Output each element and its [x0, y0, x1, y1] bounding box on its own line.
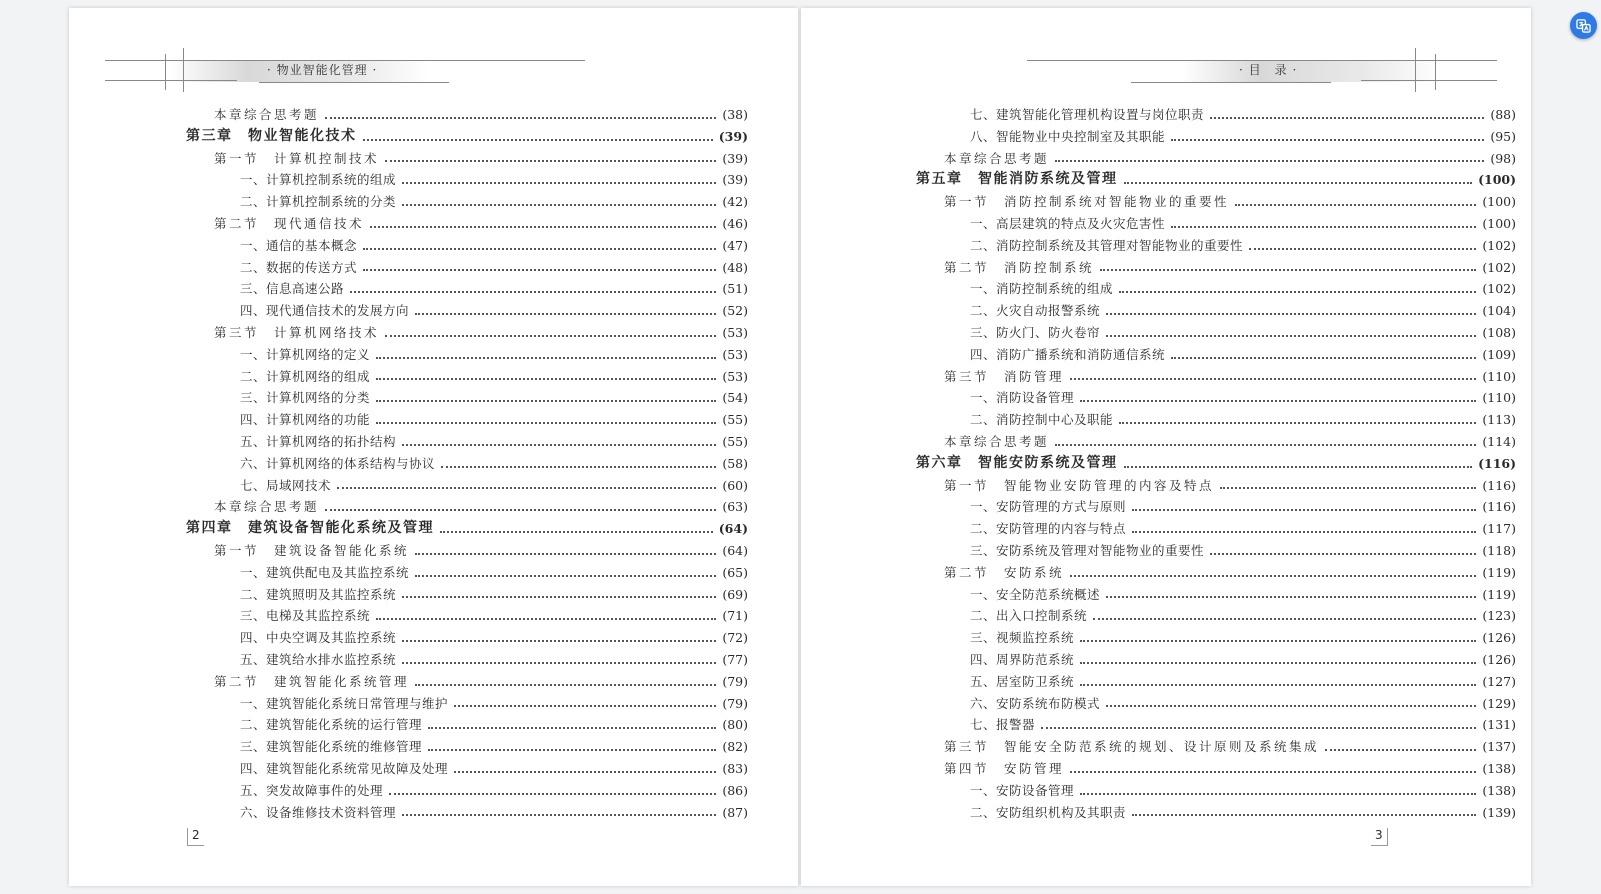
- toc-page: (83): [722, 760, 748, 776]
- toc-page: (100): [1478, 172, 1516, 188]
- toc-page: (39): [722, 150, 748, 166]
- toc-item: [916, 802, 1516, 824]
- dot-leader: [1124, 182, 1473, 184]
- dot-leader: [1106, 705, 1476, 707]
- toc-page: (86): [722, 782, 748, 798]
- toc-item: [186, 780, 748, 802]
- toc-page: (47): [722, 237, 748, 253]
- dot-leader: [441, 466, 716, 468]
- dot-leader: [402, 662, 716, 664]
- dot-leader: [1171, 139, 1484, 141]
- toc-page: (58): [722, 455, 748, 471]
- toc-page: (123): [1482, 608, 1516, 624]
- toc-page: (138): [1482, 760, 1516, 776]
- toc-item: [916, 496, 1516, 518]
- toc-title: 第二节 建筑智能化系统管理: [214, 673, 410, 689]
- toc-title: 四、计算机网络的功能: [240, 412, 371, 428]
- toc-page: (64): [718, 521, 748, 537]
- dot-leader: [1210, 553, 1476, 555]
- toc-item: [916, 387, 1516, 409]
- dot-leader: [402, 182, 716, 184]
- toc-page: (79): [722, 673, 748, 689]
- dot-leader: [1080, 662, 1476, 664]
- toc-title: 六、设备维修技术资料管理: [240, 804, 397, 820]
- toc-page: (64): [722, 542, 748, 558]
- dot-leader: [402, 204, 716, 206]
- toc-page: (71): [722, 608, 748, 624]
- toc-page: (55): [722, 412, 748, 428]
- toc-page: (100): [1482, 194, 1516, 210]
- dot-leader: [376, 400, 716, 402]
- toc-page: (80): [722, 717, 748, 733]
- toc-section: [186, 104, 748, 126]
- toc-item: [916, 126, 1516, 148]
- toc-title: 二、出入口控制系统: [970, 608, 1088, 624]
- dot-leader: [1055, 160, 1484, 162]
- toc-item: [916, 671, 1516, 693]
- toc-page: (87): [722, 804, 748, 820]
- toc-title: 二、建筑照明及其监控系统: [240, 586, 397, 602]
- toc-title: 第一节 计算机控制技术: [214, 150, 380, 166]
- toc-page: (104): [1482, 303, 1516, 319]
- toc-title: 第三节 计算机网络技术: [214, 324, 380, 340]
- toc-item: [186, 475, 748, 497]
- dot-leader: [1080, 640, 1476, 642]
- dot-leader: [385, 335, 716, 337]
- toc-item: [186, 714, 748, 736]
- toc-page: (100): [1482, 215, 1516, 231]
- toc-section: [916, 758, 1516, 780]
- toc-title: 五、突发故障事件的处理: [240, 782, 384, 798]
- toc-title: 第二节 消防控制系统: [944, 259, 1095, 275]
- toc-title: 一、安全防范系统概述: [970, 586, 1101, 602]
- toc-page: (117): [1482, 521, 1516, 537]
- toc-title: 四、建筑智能化系统常见故障及处理: [240, 760, 449, 776]
- toc-item: [186, 300, 748, 322]
- toc-item: [186, 191, 748, 213]
- toc-title: 三、计算机网络的分类: [240, 390, 371, 406]
- toc-title: 三、信息高速公路: [240, 281, 345, 297]
- toc-page: (79): [722, 695, 748, 711]
- toc-page: (114): [1482, 433, 1516, 449]
- dot-leader: [363, 248, 716, 250]
- toc-title: 本章综合思考题: [214, 499, 320, 515]
- toc-page: (119): [1482, 564, 1516, 580]
- toc-title: 五、居室防卫系统: [970, 673, 1075, 689]
- toc-title: 二、安防管理的内容与特点: [970, 521, 1127, 537]
- toc-title: 一、建筑智能化系统日常管理与维护: [240, 695, 449, 711]
- toc-item: [186, 802, 748, 824]
- toc-item: [916, 693, 1516, 715]
- toc-page: (55): [722, 433, 748, 449]
- dot-leader: [1220, 487, 1476, 489]
- left-page: [69, 8, 798, 886]
- toc-title: 六、计算机网络的体系结构与协议: [240, 455, 436, 471]
- toc-page: (53): [722, 368, 748, 384]
- toc-page: (69): [722, 586, 748, 602]
- toc-item: [916, 605, 1516, 627]
- dot-leader: [402, 640, 716, 642]
- toc-page: (126): [1482, 651, 1516, 667]
- toc-title: 第四节 安防管理: [944, 760, 1065, 776]
- dot-leader: [1070, 575, 1476, 577]
- dot-leader: [1080, 793, 1476, 795]
- toc-section: [916, 736, 1516, 758]
- toc-page: (39): [722, 172, 748, 188]
- toc-section: [916, 562, 1516, 584]
- toc-page: (53): [722, 346, 748, 362]
- dot-leader: [1093, 618, 1476, 620]
- toc-title: 一、安防设备管理: [970, 782, 1075, 798]
- right-page: [801, 8, 1531, 886]
- toc-title: 本章综合思考题: [944, 150, 1050, 166]
- translate-icon: [1576, 18, 1591, 33]
- toc-title: 第三节 智能安全防范系统的规划、设计原则及系统集成: [944, 739, 1320, 755]
- toc-chapter: [186, 518, 748, 540]
- toc-page: (113): [1482, 412, 1516, 428]
- toc-title: 第二节 现代通信技术: [214, 215, 365, 231]
- toc-title: 四、消防广播系统和消防通信系统: [970, 346, 1166, 362]
- toc-item: [186, 366, 748, 388]
- toc-page: (65): [722, 564, 748, 580]
- toc-section: [186, 148, 748, 170]
- toc-list: [186, 104, 748, 823]
- left-header: [69, 48, 798, 98]
- toc-section: [186, 322, 748, 344]
- header-title: · 目 录 ·: [1239, 63, 1298, 77]
- toc-section: [916, 191, 1516, 213]
- toc-item: [186, 169, 748, 191]
- toc-page: (110): [1482, 390, 1516, 406]
- dot-leader: [1106, 596, 1476, 598]
- toc-title: 第五章 智能消防系统及管理: [916, 171, 1118, 188]
- toc-title: 二、计算机控制系统的分类: [240, 194, 397, 210]
- dot-leader: [1106, 313, 1476, 315]
- toc-section: [916, 475, 1516, 497]
- dot-leader: [402, 444, 716, 446]
- toc-page: (53): [722, 324, 748, 340]
- toc-item: [186, 693, 748, 715]
- toc-title: 四、中央空调及其监控系统: [240, 630, 397, 646]
- toc-item: [916, 540, 1516, 562]
- toc-page: (60): [722, 477, 748, 493]
- toc-title: 二、消防控制系统及其管理对智能物业的重要性: [970, 237, 1244, 253]
- dot-leader: [363, 269, 716, 271]
- toc-page: (137): [1482, 739, 1516, 755]
- toc-page: (63): [722, 499, 748, 515]
- toc-title: 二、消防控制中心及职能: [970, 412, 1114, 428]
- toc-page: (126): [1482, 630, 1516, 646]
- dot-leader: [1041, 727, 1476, 729]
- toc-page: (54): [722, 390, 748, 406]
- dot-leader: [402, 814, 716, 816]
- toc-item: [916, 627, 1516, 649]
- dot-leader: [415, 553, 716, 555]
- dot-leader: [1080, 400, 1476, 402]
- toc-chapter: [916, 169, 1516, 191]
- toc-item: [186, 409, 748, 431]
- toc-title: 第三节 消防管理: [944, 368, 1065, 384]
- dot-leader: [1235, 204, 1476, 206]
- toc-item: [186, 278, 748, 300]
- toc-page: (102): [1482, 237, 1516, 253]
- dot-leader: [1171, 226, 1476, 228]
- toc-page: (98): [1490, 150, 1516, 166]
- dot-leader: [1080, 684, 1476, 686]
- toc-page: (119): [1482, 586, 1516, 602]
- dot-leader: [385, 160, 716, 162]
- toc-item: [186, 758, 748, 780]
- toc-page: (116): [1482, 477, 1516, 493]
- toc-item: [186, 344, 748, 366]
- dot-leader: [1132, 509, 1476, 511]
- header-title: · 物业智能化管理 ·: [267, 63, 378, 77]
- toc-section: [916, 257, 1516, 279]
- toc-title: 第四章 建筑设备智能化系统及管理: [186, 520, 434, 537]
- dot-leader: [440, 531, 713, 533]
- dot-leader: [428, 749, 716, 751]
- dot-leader: [454, 705, 716, 707]
- toc-title: 本章综合思考题: [214, 107, 320, 122]
- dot-leader: [415, 684, 716, 686]
- toc-page: (102): [1482, 281, 1516, 297]
- dot-leader: [1210, 117, 1484, 119]
- toc-title: 三、视频监控系统: [970, 630, 1075, 646]
- page-number: 2: [187, 828, 204, 846]
- toc-page: (39): [718, 128, 748, 144]
- toc-section: [186, 496, 748, 518]
- toc-title: 四、周界防范系统: [970, 651, 1075, 667]
- toc-title: 二、安防组织机构及其职责: [970, 804, 1127, 820]
- toc-page: (129): [1482, 695, 1516, 711]
- toc-page: (95): [1490, 128, 1516, 144]
- page-number: 3: [1371, 828, 1388, 846]
- toc-title: 三、建筑智能化系统的维修管理: [240, 739, 423, 755]
- dot-leader: [1249, 248, 1476, 250]
- dot-leader: [376, 422, 716, 424]
- toc-title: 二、数据的传送方式: [240, 259, 358, 275]
- dot-leader: [1119, 422, 1476, 424]
- toc-item: [916, 322, 1516, 344]
- dot-leader: [376, 378, 716, 380]
- dot-leader: [1100, 269, 1476, 271]
- toc-section: [916, 366, 1516, 388]
- toc-section: [186, 671, 748, 693]
- toc-page: (139): [1482, 804, 1516, 820]
- toc-item: [916, 235, 1516, 257]
- toc-title: 六、安防系统布防模式: [970, 695, 1101, 711]
- toc-item: [186, 387, 748, 409]
- toc-page: (108): [1482, 324, 1516, 340]
- toc-title: 一、计算机控制系统的组成: [240, 172, 397, 188]
- dot-leader: [415, 575, 716, 577]
- toc-page: (77): [722, 651, 748, 667]
- toc-title: 一、消防控制系统的组成: [970, 281, 1114, 297]
- toc-item: [916, 344, 1516, 366]
- dot-leader: [337, 487, 716, 489]
- dot-leader: [1171, 357, 1476, 359]
- toc-title: 七、建筑智能化管理机构设置与岗位职责: [970, 107, 1205, 122]
- dot-leader: [1055, 444, 1476, 446]
- toc-item: [186, 431, 748, 453]
- toc-page: (42): [722, 194, 748, 210]
- toc-title: 一、高层建筑的特点及火灾危害性: [970, 215, 1166, 231]
- toc-item: [916, 300, 1516, 322]
- dot-leader: [454, 771, 716, 773]
- toc-page: (116): [1478, 455, 1516, 471]
- toc-title: 一、建筑供配电及其监控系统: [240, 564, 410, 580]
- toc-title: 第一节 建筑设备智能化系统: [214, 542, 410, 558]
- dot-leader: [325, 509, 716, 511]
- toc-title: 一、通信的基本概念: [240, 237, 358, 253]
- toc-page: (110): [1482, 368, 1516, 384]
- toc-page: (116): [1482, 499, 1516, 515]
- toc-page: (52): [722, 303, 748, 319]
- toc-page: (131): [1482, 717, 1516, 733]
- toc-item: [916, 714, 1516, 736]
- toc-list: [916, 104, 1516, 823]
- dot-leader: [415, 313, 716, 315]
- toc-item: [916, 780, 1516, 802]
- toc-title: 二、火灾自动报警系统: [970, 303, 1101, 319]
- toc-title: 八、智能物业中央控制室及其职能: [970, 128, 1166, 144]
- toc-page: (88): [1490, 107, 1516, 122]
- toc-item: [916, 213, 1516, 235]
- toc-title: 一、消防设备管理: [970, 390, 1075, 406]
- toc-title: 七、报警器: [970, 717, 1036, 733]
- toc-title: 第三章 物业智能化技术: [186, 127, 357, 144]
- translate-button[interactable]: [1570, 12, 1597, 39]
- toc-title: 三、防火门、防火卷帘: [970, 324, 1101, 340]
- toc-item: [916, 409, 1516, 431]
- dot-leader: [1132, 531, 1476, 533]
- toc-title: 二、计算机网络的组成: [240, 368, 371, 384]
- toc-page: (38): [722, 107, 748, 122]
- dot-leader: [376, 357, 716, 359]
- toc-item: [916, 104, 1516, 126]
- toc-item: [186, 605, 748, 627]
- dot-leader: [402, 596, 716, 598]
- toc-page: (118): [1482, 542, 1516, 558]
- toc-item: [186, 627, 748, 649]
- dot-leader: [1070, 378, 1476, 380]
- toc-item: [186, 235, 748, 257]
- toc-item: [916, 649, 1516, 671]
- toc-page: (138): [1482, 782, 1516, 798]
- toc-item: [186, 453, 748, 475]
- toc-section: [916, 148, 1516, 170]
- toc-page: (51): [722, 281, 748, 297]
- dot-leader: [350, 291, 716, 293]
- dot-leader: [370, 226, 716, 228]
- toc-section: [186, 213, 748, 235]
- dot-leader: [1325, 749, 1476, 751]
- toc-item: [186, 562, 748, 584]
- toc-page: (82): [722, 739, 748, 755]
- toc-chapter: [186, 126, 748, 148]
- dot-leader: [1124, 466, 1473, 468]
- toc-title: 第一节 智能物业安防管理的内容及特点: [944, 477, 1215, 493]
- toc-item: [186, 649, 748, 671]
- dot-leader: [428, 727, 716, 729]
- dot-leader: [1132, 814, 1476, 816]
- toc-page: (72): [722, 630, 748, 646]
- toc-title: 一、计算机网络的定义: [240, 346, 371, 362]
- dot-leader: [376, 618, 716, 620]
- toc-title: 三、安防系统及管理对智能物业的重要性: [970, 542, 1205, 558]
- dot-leader: [1119, 291, 1476, 293]
- toc-chapter: [916, 453, 1516, 475]
- dot-leader: [1106, 335, 1476, 337]
- toc-page: (46): [722, 215, 748, 231]
- toc-section: [916, 431, 1516, 453]
- toc-item: [186, 257, 748, 279]
- toc-title: 第一节 消防控制系统对智能物业的重要性: [944, 194, 1230, 210]
- toc-page: (102): [1482, 259, 1516, 275]
- toc-section: [186, 540, 748, 562]
- dot-leader: [389, 793, 716, 795]
- toc-item: [186, 736, 748, 758]
- toc-title: 五、建筑给水排水监控系统: [240, 651, 397, 667]
- dot-leader: [325, 117, 716, 119]
- toc-title: 一、安防管理的方式与原则: [970, 499, 1127, 515]
- toc-item: [916, 278, 1516, 300]
- toc-page: (127): [1482, 673, 1516, 689]
- toc-title: 第六章 智能安防系统及管理: [916, 454, 1118, 471]
- toc-title: 四、现代通信技术的发展方向: [240, 303, 410, 319]
- toc-title: 二、建筑智能化系统的运行管理: [240, 717, 423, 733]
- toc-title: 七、局域网技术: [240, 477, 332, 493]
- toc-item: [916, 584, 1516, 606]
- toc-page: (48): [722, 259, 748, 275]
- right-header: [801, 48, 1531, 98]
- toc-title: 三、电梯及其监控系统: [240, 608, 371, 624]
- toc-title: 五、计算机网络的拓扑结构: [240, 433, 397, 449]
- dot-leader: [363, 139, 713, 141]
- toc-page: (109): [1482, 346, 1516, 362]
- toc-item: [916, 518, 1516, 540]
- dot-leader: [1070, 771, 1476, 773]
- toc-title: 本章综合思考题: [944, 433, 1050, 449]
- toc-title: 第二节 安防系统: [944, 564, 1065, 580]
- toc-item: [186, 584, 748, 606]
